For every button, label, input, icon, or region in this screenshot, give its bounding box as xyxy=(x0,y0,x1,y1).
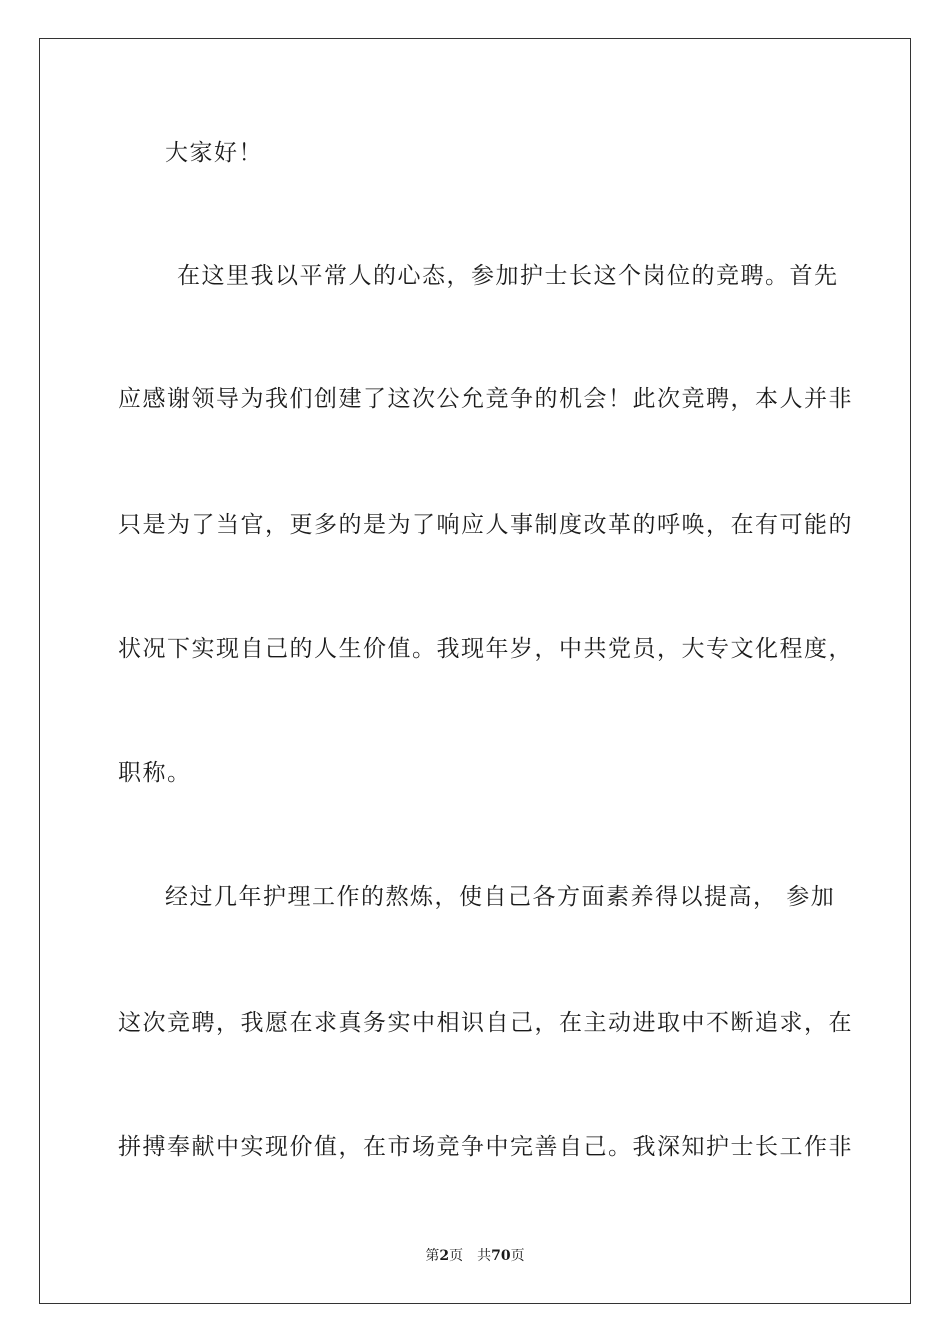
total-pages: 70 xyxy=(491,1248,511,1264)
page-frame xyxy=(39,38,911,1304)
page-footer xyxy=(0,1247,950,1265)
page-label-prefix: 第 xyxy=(425,1248,440,1264)
body-line: 状况下实现自己的人生价值。我现年岁，中共党员，大专文化程度， xyxy=(118,636,853,662)
body-line: 只是为了当官，更多的是为了响应人事制度改革的呼唤，在有可能的 xyxy=(118,512,853,538)
body-line: 这次竞聘，我愿在求真务实中相识自己，在主动进取中不断追求，在 xyxy=(118,1010,853,1036)
page-label-suffix: 页 xyxy=(449,1248,464,1264)
body-line: 拼搏奉献中实现价值，在市场竞争中完善自己。我深知护士长工作非 xyxy=(118,1134,853,1160)
page-number: 2 xyxy=(439,1248,450,1264)
body-line: 应感谢领导为我们创建了这次公允竞争的机会！此次竞聘，本人并非 xyxy=(118,386,853,412)
body-line: 经过几年护理工作的熬炼，使自己各方面素养得以提高， 参加 xyxy=(165,884,836,910)
total-label-suffix: 页 xyxy=(510,1248,525,1264)
total-label-prefix: 共 xyxy=(477,1248,492,1264)
greeting-line: 大家好！ xyxy=(165,140,263,166)
body-line: 在这里我以平常人的心态，参加护士长这个岗位的竞聘。首先 xyxy=(177,263,839,289)
body-line: 职称。 xyxy=(118,760,192,786)
